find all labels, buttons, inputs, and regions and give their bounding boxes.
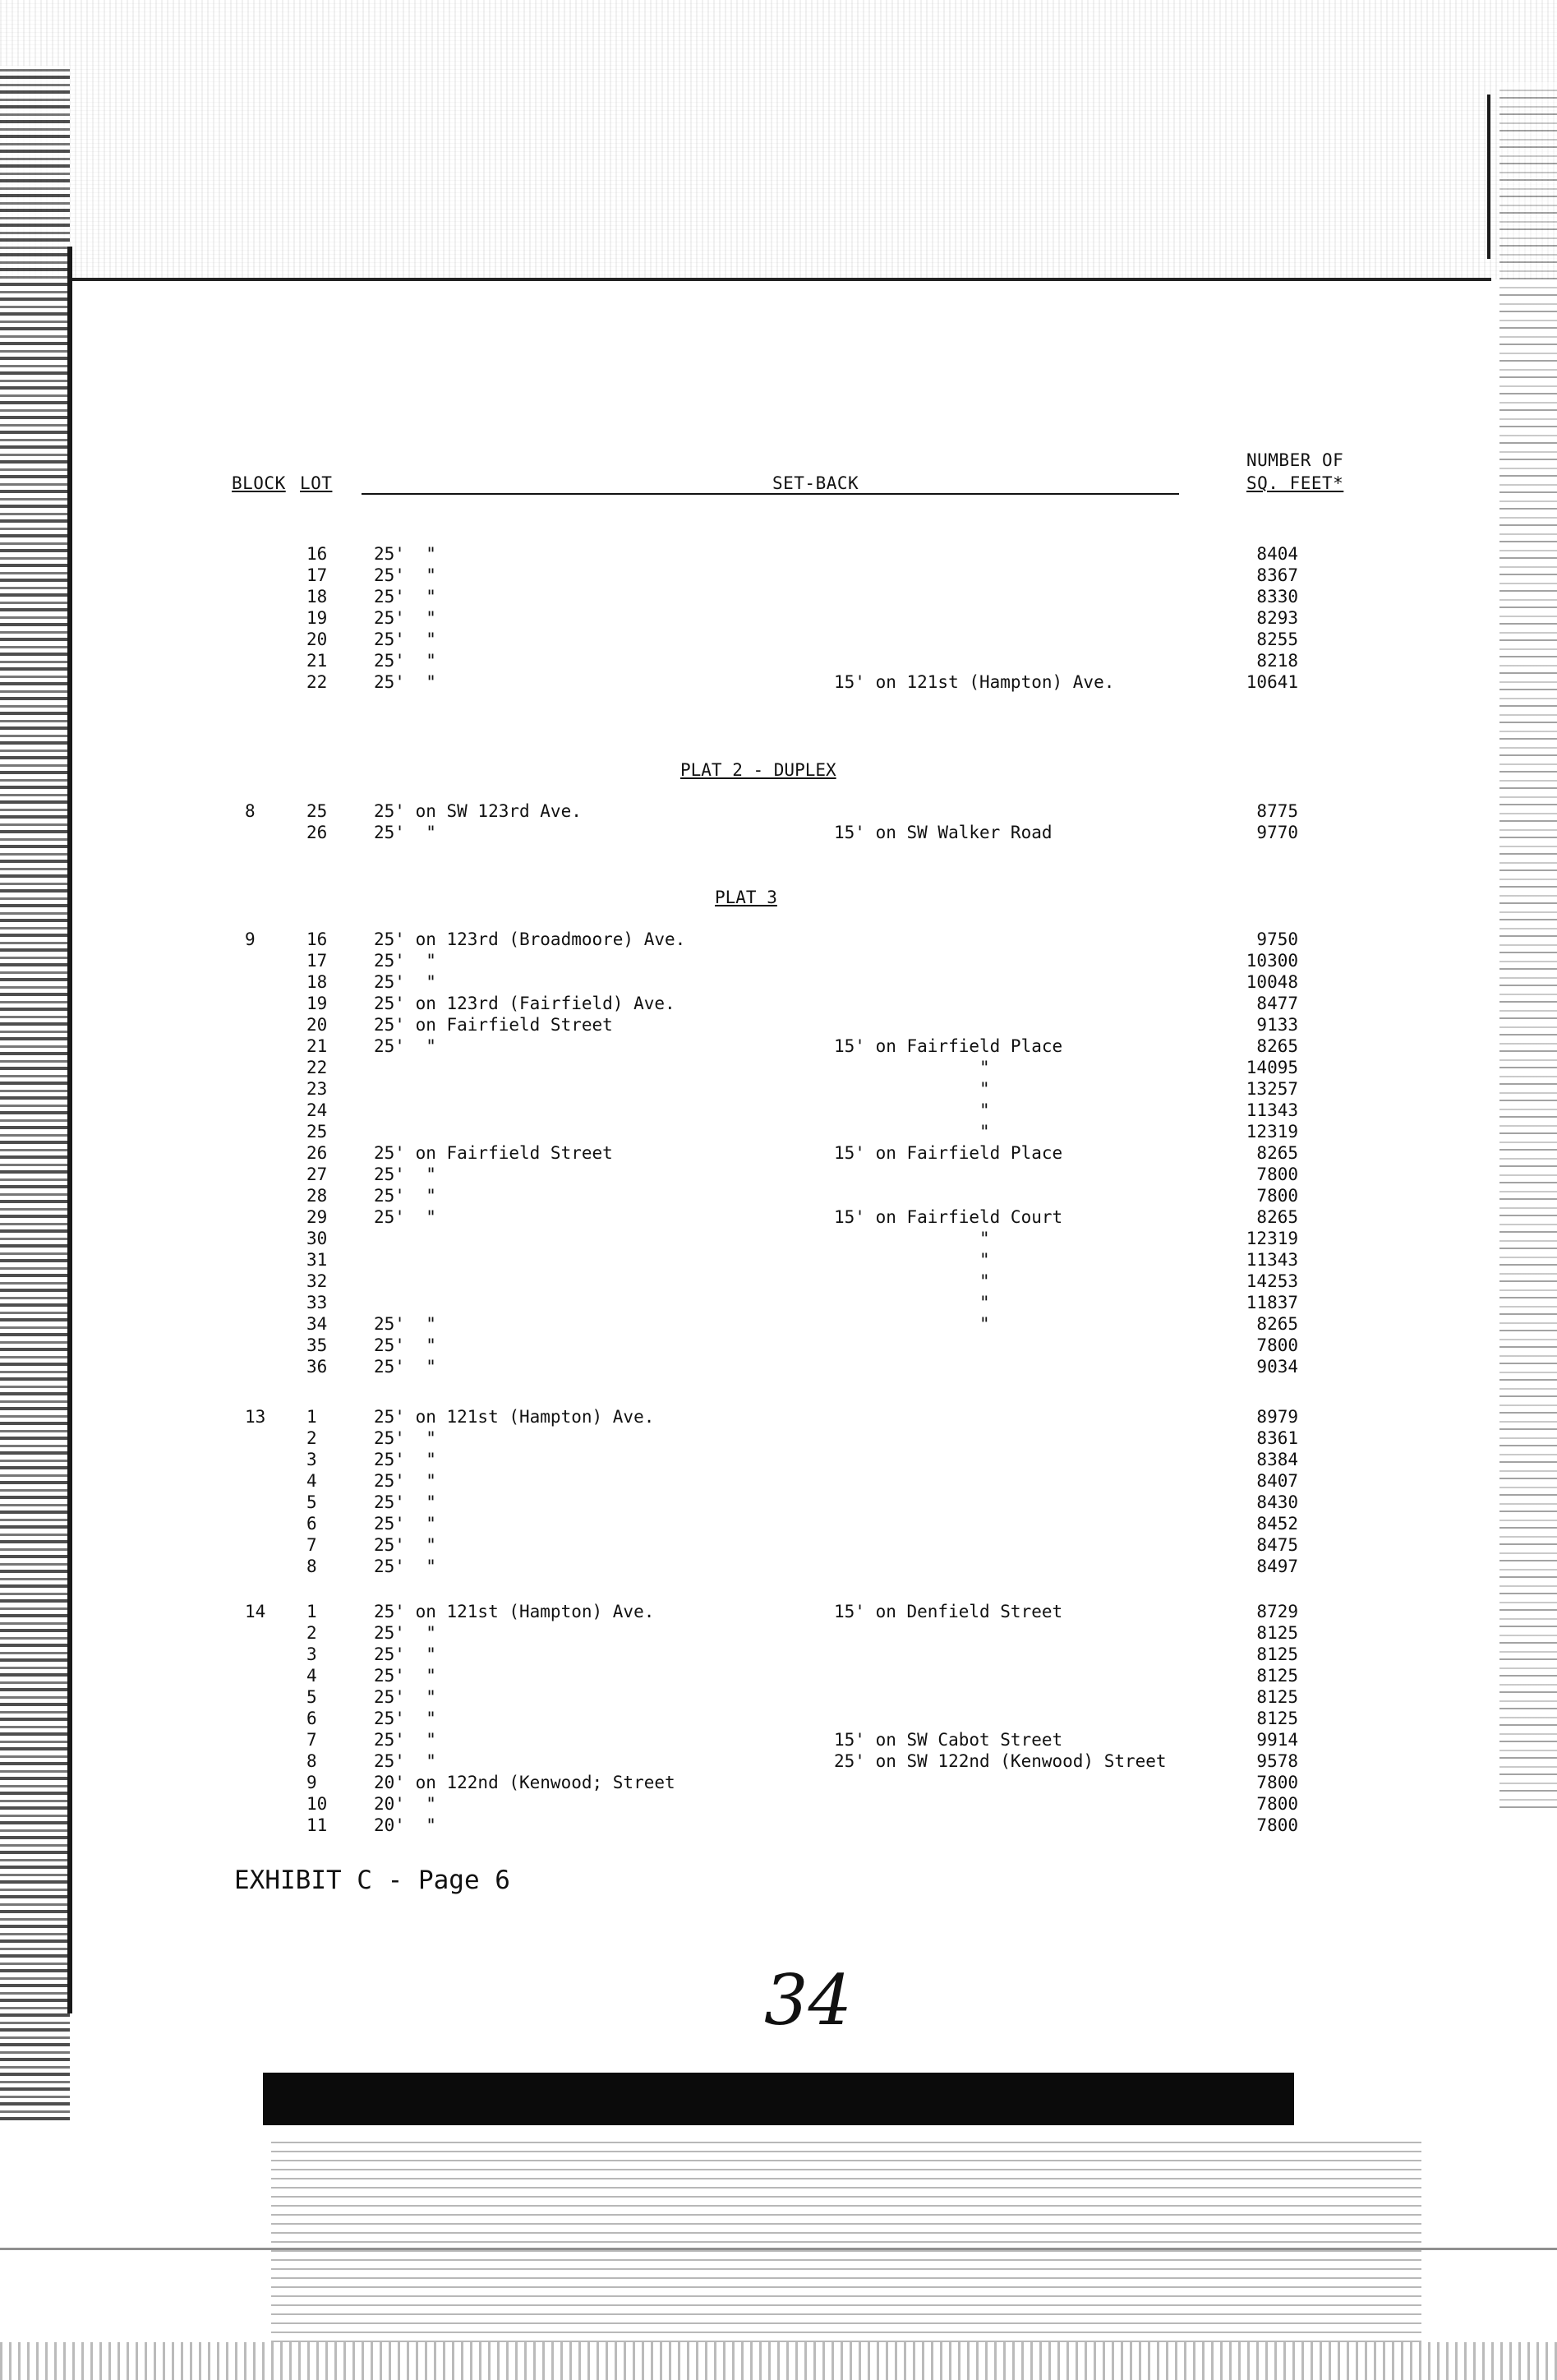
setback-cell: 25' " (374, 823, 436, 842)
side-setback-cell: " (834, 1271, 990, 1291)
lot-cell: 16 (306, 544, 328, 564)
setback-cell: 20' " (374, 1815, 436, 1835)
column-header-sqft-line2: SQ. FEET* (1246, 473, 1344, 493)
setback-cell: 25' on SW 123rd Ave. (374, 801, 582, 821)
setback-cell: 25' " (374, 1730, 436, 1750)
lot-cell: 22 (306, 672, 328, 692)
lot-cell: 1 (306, 1407, 317, 1427)
lot-cell: 25 (306, 801, 328, 821)
scan-noise-left (0, 66, 70, 2120)
sqft-cell: 11837 (1246, 1293, 1298, 1312)
block-cell: 8 (245, 801, 256, 821)
setback-cell: 25' on Fairfield Street (374, 1015, 613, 1035)
side-setback-cell: " (834, 1250, 990, 1270)
side-setback-cell: 15' on SW Cabot Street (834, 1730, 1063, 1750)
side-setback-cell: " (834, 1314, 990, 1334)
setback-cell: 25' " (374, 1557, 436, 1576)
sqft-cell: 8404 (1256, 544, 1298, 564)
lot-cell: 31 (306, 1250, 328, 1270)
lot-cell: 10 (306, 1794, 328, 1814)
setback-cell: 25' " (374, 1428, 436, 1448)
block-cell: 13 (245, 1407, 266, 1427)
lot-cell: 21 (306, 1036, 328, 1056)
lot-cell: 19 (306, 994, 328, 1013)
header-rule (362, 493, 1179, 495)
sqft-cell: 7800 (1256, 1794, 1298, 1814)
lot-cell: 4 (306, 1471, 317, 1491)
setback-cell: 25' " (374, 1644, 436, 1664)
sqft-cell: 8125 (1256, 1666, 1298, 1686)
lot-cell: 4 (306, 1666, 317, 1686)
lot-cell: 30 (306, 1229, 328, 1248)
side-setback-cell: 15' on Fairfield Court (834, 1207, 1063, 1227)
setback-cell: 25' on 123rd (Broadmoore) Ave. (374, 929, 686, 949)
sqft-cell: 7800 (1256, 1186, 1298, 1206)
sqft-cell: 8330 (1256, 587, 1298, 607)
lot-cell: 26 (306, 823, 328, 842)
setback-cell: 25' " (374, 651, 436, 671)
lot-cell: 27 (306, 1165, 328, 1184)
sqft-cell: 14253 (1246, 1271, 1298, 1291)
setback-cell: 25' on 121st (Hampton) Ave. (374, 1602, 655, 1621)
lot-cell: 29 (306, 1207, 328, 1227)
column-header-lot: LOT (300, 473, 333, 493)
sqft-cell: 10641 (1246, 672, 1298, 692)
setback-cell: 25' " (374, 587, 436, 607)
lot-cell: 3 (306, 1644, 317, 1664)
plat-heading (0, 888, 1557, 909)
sqft-cell: 12319 (1246, 1122, 1298, 1142)
lot-cell: 5 (306, 1687, 317, 1707)
page-edge (67, 247, 72, 2013)
scan-noise-right (1499, 82, 1557, 1808)
sqft-cell: 8477 (1256, 994, 1298, 1013)
sqft-cell: 8452 (1256, 1514, 1298, 1534)
sqft-cell: 8125 (1256, 1709, 1298, 1728)
setback-cell: 25' " (374, 565, 436, 585)
plat-heading-text: PLAT 2 - DUPLEX (680, 760, 836, 780)
lot-cell: 18 (306, 972, 328, 992)
sqft-cell: 8265 (1256, 1314, 1298, 1334)
sqft-cell: 9770 (1256, 823, 1298, 842)
lot-cell: 8 (306, 1557, 317, 1576)
sqft-cell: 9034 (1256, 1357, 1298, 1377)
sqft-cell: 8384 (1256, 1450, 1298, 1469)
setback-cell: 25' " (374, 1471, 436, 1491)
sqft-cell: 8125 (1256, 1644, 1298, 1664)
lot-cell: 5 (306, 1492, 317, 1512)
setback-cell: 25' " (374, 1535, 436, 1555)
lot-cell: 24 (306, 1100, 328, 1120)
sqft-cell: 9133 (1256, 1015, 1298, 1035)
setback-cell: 25' " (374, 1751, 436, 1771)
handwritten-page-number: 34 (764, 1960, 852, 2041)
setback-cell: 20' " (374, 1794, 436, 1814)
sqft-cell: 7800 (1256, 1335, 1298, 1355)
sqft-cell: 7800 (1256, 1165, 1298, 1184)
scan-noise-bottom (271, 2137, 1421, 2342)
lot-cell: 35 (306, 1335, 328, 1355)
sqft-cell: 7800 (1256, 1815, 1298, 1835)
sqft-cell: 11343 (1246, 1250, 1298, 1270)
scan-noise-footer (0, 2342, 1557, 2380)
side-setback-cell: 15' on Fairfield Place (834, 1143, 1063, 1163)
sqft-cell: 8265 (1256, 1207, 1298, 1227)
lot-cell: 7 (306, 1730, 317, 1750)
lot-cell: 34 (306, 1314, 328, 1334)
sqft-cell: 7800 (1256, 1773, 1298, 1792)
lot-cell: 33 (306, 1293, 328, 1312)
side-setback-cell: 15' on SW Walker Road (834, 823, 1053, 842)
setback-cell: 25' " (374, 1492, 436, 1512)
sqft-cell: 9914 (1256, 1730, 1298, 1750)
side-setback-cell: " (834, 1058, 990, 1077)
sqft-cell: 8125 (1256, 1687, 1298, 1707)
sqft-cell: 10048 (1246, 972, 1298, 992)
setback-cell: 25' " (374, 1186, 436, 1206)
sqft-cell: 8775 (1256, 801, 1298, 821)
lot-cell: 1 (306, 1602, 317, 1621)
column-header-block: BLOCK (232, 473, 286, 493)
sqft-cell: 11343 (1246, 1100, 1298, 1120)
sqft-cell: 8265 (1256, 1036, 1298, 1056)
sqft-cell: 8293 (1256, 608, 1298, 628)
lot-cell: 21 (306, 651, 328, 671)
setback-cell: 25' " (374, 672, 436, 692)
lot-cell: 23 (306, 1079, 328, 1099)
lot-cell: 16 (306, 929, 328, 949)
side-setback-cell: 25' on SW 122nd (Kenwood) Street (834, 1751, 1167, 1771)
side-setback-cell: " (834, 1100, 990, 1120)
sqft-cell: 9578 (1256, 1751, 1298, 1771)
lot-cell: 36 (306, 1357, 328, 1377)
sqft-cell: 8361 (1256, 1428, 1298, 1448)
setback-cell: 25' on 123rd (Fairfield) Ave. (374, 994, 675, 1013)
lot-cell: 17 (306, 565, 328, 585)
lot-cell: 3 (306, 1450, 317, 1469)
scan-line (0, 2248, 1557, 2250)
lot-cell: 17 (306, 951, 328, 971)
lot-cell: 19 (306, 608, 328, 628)
side-setback-cell: " (834, 1122, 990, 1142)
setback-cell: 25' " (374, 1036, 436, 1056)
setback-cell: 25' " (374, 1207, 436, 1227)
lot-cell: 11 (306, 1815, 328, 1835)
sqft-cell: 8265 (1256, 1143, 1298, 1163)
scan-noise-top (0, 0, 1557, 279)
sqft-cell: 9750 (1256, 929, 1298, 949)
setback-cell: 25' " (374, 1687, 436, 1707)
setback-cell: 20' on 122nd (Kenwood; Street (374, 1773, 675, 1792)
lot-cell: 26 (306, 1143, 328, 1163)
side-setback-cell: 15' on 121st (Hampton) Ave. (834, 672, 1115, 692)
lot-cell: 2 (306, 1623, 317, 1643)
sqft-cell: 8255 (1256, 630, 1298, 649)
column-header-sqft-line1: NUMBER OF (1246, 450, 1344, 470)
setback-cell: 25' on 121st (Hampton) Ave. (374, 1407, 655, 1427)
lot-cell: 8 (306, 1751, 317, 1771)
setback-cell: 25' " (374, 1450, 436, 1469)
lot-cell: 2 (306, 1428, 317, 1448)
page-edge (1487, 95, 1490, 259)
side-setback-cell: " (834, 1293, 990, 1312)
sqft-cell: 10300 (1246, 951, 1298, 971)
setback-cell: 25' " (374, 1357, 436, 1377)
sqft-cell: 8367 (1256, 565, 1298, 585)
block-cell: 14 (245, 1602, 266, 1621)
block-cell: 9 (245, 929, 256, 949)
side-setback-cell: " (834, 1079, 990, 1099)
lot-cell: 6 (306, 1709, 317, 1728)
setback-cell: 25' " (374, 1165, 436, 1184)
sqft-cell: 8125 (1256, 1623, 1298, 1643)
sqft-cell: 8430 (1256, 1492, 1298, 1512)
setback-cell: 25' " (374, 1623, 436, 1643)
sqft-cell: 8475 (1256, 1535, 1298, 1555)
lot-cell: 25 (306, 1122, 328, 1142)
column-header-setback: SET-BACK (772, 473, 859, 493)
setback-cell: 25' " (374, 1514, 436, 1534)
setback-cell: 25' " (374, 951, 436, 971)
side-setback-cell: 15' on Fairfield Place (834, 1036, 1063, 1056)
lot-cell: 7 (306, 1535, 317, 1555)
setback-cell: 25' " (374, 608, 436, 628)
side-setback-cell: 15' on Denfield Street (834, 1602, 1063, 1621)
sqft-cell: 8729 (1256, 1602, 1298, 1621)
sqft-cell: 8979 (1256, 1407, 1298, 1427)
setback-cell: 25' " (374, 1709, 436, 1728)
plat-heading (0, 760, 1557, 782)
lot-cell: 20 (306, 1015, 328, 1035)
lot-cell: 32 (306, 1271, 328, 1291)
sqft-cell: 8407 (1256, 1471, 1298, 1491)
setback-cell: 25' " (374, 1666, 436, 1686)
lot-cell: 20 (306, 630, 328, 649)
sqft-cell: 14095 (1246, 1058, 1298, 1077)
lot-cell: 22 (306, 1058, 328, 1077)
side-setback-cell: " (834, 1229, 990, 1248)
sqft-cell: 12319 (1246, 1229, 1298, 1248)
page-edge (70, 278, 1491, 281)
plat-heading-text: PLAT 3 (715, 888, 777, 907)
exhibit-label: EXHIBIT C - Page 6 (234, 1866, 510, 1895)
setback-cell: 25' on Fairfield Street (374, 1143, 613, 1163)
lot-cell: 18 (306, 587, 328, 607)
lot-cell: 28 (306, 1186, 328, 1206)
lot-cell: 9 (306, 1773, 317, 1792)
sqft-cell: 8497 (1256, 1557, 1298, 1576)
scan-bar (263, 2073, 1294, 2125)
setback-cell: 25' " (374, 1314, 436, 1334)
setback-cell: 25' " (374, 630, 436, 649)
lot-cell: 6 (306, 1514, 317, 1534)
sqft-cell: 13257 (1246, 1079, 1298, 1099)
setback-cell: 25' " (374, 544, 436, 564)
setback-cell: 25' " (374, 1335, 436, 1355)
setback-cell: 25' " (374, 972, 436, 992)
sqft-cell: 8218 (1256, 651, 1298, 671)
